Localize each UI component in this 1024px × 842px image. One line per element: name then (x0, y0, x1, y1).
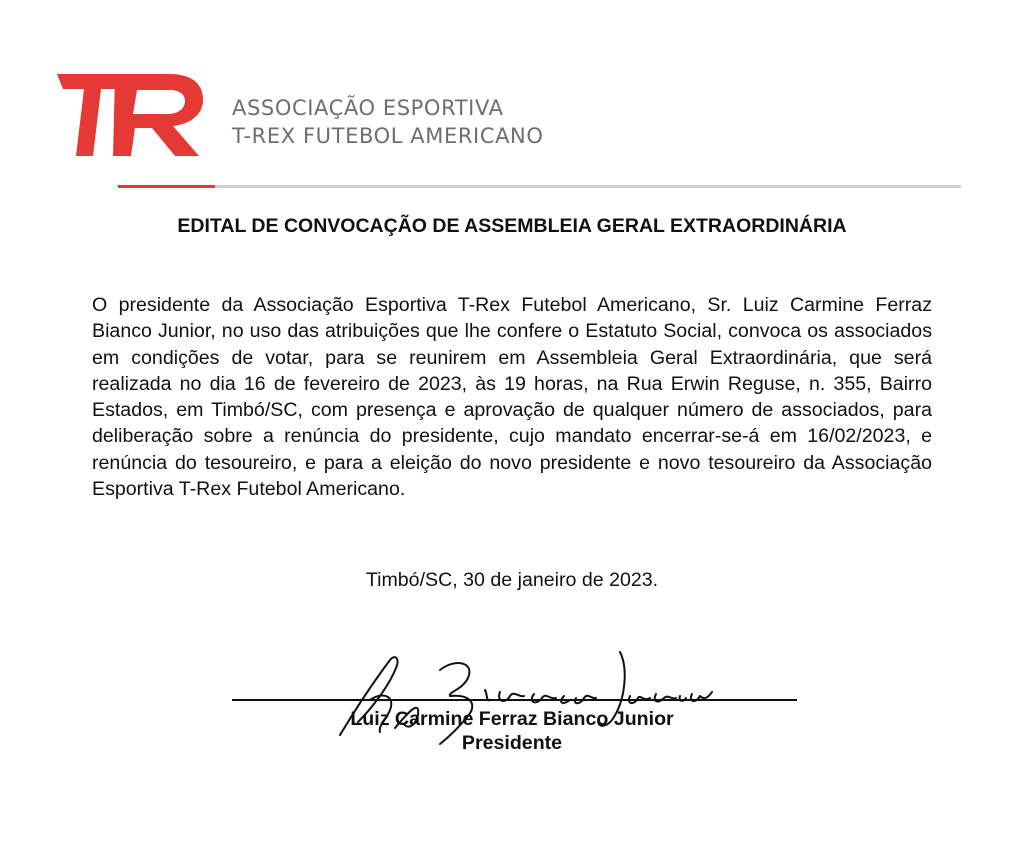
organization-name-line2: T-REX FUTEBOL AMERICANO (232, 124, 544, 148)
signer-block (0, 707, 1024, 755)
document-title: EDITAL DE CONVOCAÇÃO DE ASSEMBLEIA GERAL EXTRAORDINÁRIA (177, 215, 847, 237)
signer-role: Presidente (461, 732, 563, 754)
header-divider-accent (118, 185, 215, 188)
organization-name-line1: ASSOCIAÇÃO ESPORTIVA (232, 96, 504, 120)
t-rex-logo-icon (57, 74, 205, 160)
organization-name (232, 94, 544, 150)
document-body (92, 292, 932, 502)
place-date: Timbó/SC, 30 de janeiro de 2023. (365, 569, 659, 591)
signer-name: Luiz Carmine Ferraz Bianco Junior (350, 708, 674, 730)
body-paragraph: O presidente da Associação Esportiva T-Rex Futebol Americano, Sr. Luiz Carmine Ferraz Bianco Junior, no uso das atribuições que lhe confere o Estatuto Social, convoca os associados em condições de votar, para se reunirem em Assembleia Geral Extraordinária, que será realizada no dia 16 de fevereiro de 2023, às 19 horas, na Rua Erwin Reguse, n. 355, Bairro Estados, em Timbó/SC, com presença e aprovação de qualquer número de associados, para deliberação sobre a renúncia do presidente, cujo mandato encerrar-se-á em 16/02/2023, e renúncia do tesoureiro, e para a eleição do novo presidente e novo tesoureiro da Associação Esportiva T-Rex Futebol Americano. (92, 294, 932, 501)
header-divider (118, 185, 961, 188)
